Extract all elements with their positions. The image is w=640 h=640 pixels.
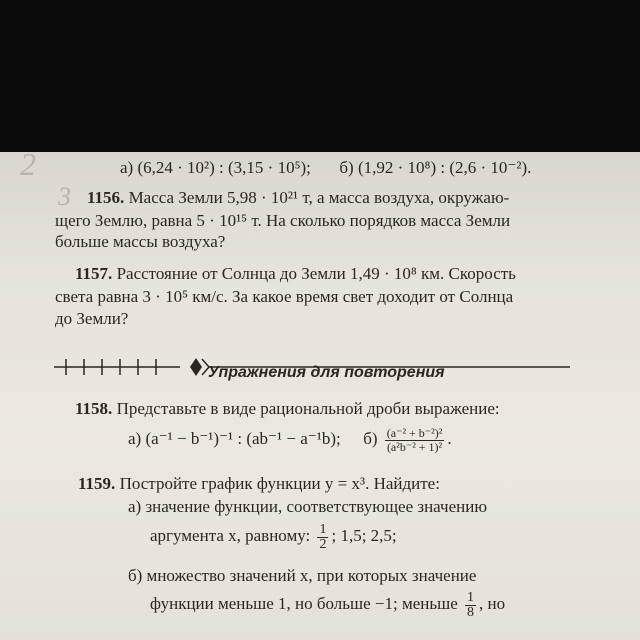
fraction-numerator: 1: [319, 521, 327, 537]
section-title: Упражнения для повторения: [208, 364, 445, 381]
task-1158-text: Представьте в виде рациональной дроби выражение:: [116, 399, 500, 418]
task-1159-part-a-cont: аргумента x, равному:: [150, 526, 311, 545]
task-1157-line3: [55, 309, 128, 329]
task-1159-part-a: а) значение функции, соответствующее значению: [128, 497, 488, 516]
fraction-one-half: [317, 523, 328, 552]
task-1158-period: .: [447, 429, 452, 448]
ghost-mark-2: 2: [20, 152, 36, 182]
task-1155-part-b: б) (1,92 · 10⁸) : (2,6 · 10⁻²).: [339, 158, 532, 177]
task-1159-line1: [78, 474, 440, 494]
task-1158-fraction: [385, 427, 445, 454]
task-1158-part-a: а) (a⁻¹ − b⁻¹)⁻¹ : (ab⁻¹ − a⁻¹b);: [128, 429, 341, 448]
task-1156-line1: [87, 188, 509, 208]
fraction-numerator: 1: [467, 589, 475, 605]
task-1159-line2: [128, 497, 487, 517]
task-1159-line3: [150, 516, 397, 556]
task-1159-number: 1159.: [78, 474, 116, 493]
task-1158-part-b-label: б): [363, 429, 378, 448]
task-1159-values: ; 1,5; 2,5;: [331, 526, 397, 545]
task-1158-line1: [75, 399, 500, 419]
task-1157-text-b: света равна 3 · 10⁵ км/с. За какое время свет доходит от Солнца: [55, 287, 514, 306]
task-1159-part-b: б) множество значений x, при которых значение: [128, 566, 477, 585]
task-1156-text-c: больше массы воздуха?: [55, 232, 226, 251]
task-1156-line3: [55, 232, 225, 252]
ghost-mark-3: 3: [58, 182, 71, 211]
task-1158-number: 1158.: [75, 399, 113, 418]
task-1159-line5: [150, 584, 505, 624]
task-1155-part-a: а) (6,24 · 10²) : (3,15 · 10⁵);: [120, 158, 311, 177]
task-1158-line2: [128, 422, 452, 456]
task-1156-line2: [55, 211, 510, 231]
fraction-denominator: (a²b⁻² + 1)²: [386, 439, 443, 454]
task-1157-text-c: до Земли?: [55, 309, 129, 328]
task-1156-text-a: Масса Земли 5,98 · 10²¹ т, а масса воздуха, окружаю-: [128, 188, 510, 207]
task-1157-line1: [75, 264, 516, 284]
task-1157-number: 1157.: [75, 264, 113, 283]
textbook-page: [0, 152, 640, 640]
task-1157-text-a: Расстояние от Солнца до Земли 1,49 · 10⁸ км. Скорость: [116, 264, 516, 283]
task-1157-line2: [55, 287, 513, 307]
task-1155-line: [120, 158, 531, 178]
task-1156-number: 1156.: [87, 188, 125, 207]
task-1159-tail: , но: [479, 594, 506, 613]
task-1159-part-b-cont: функции меньше 1, но больше −1; меньше: [150, 594, 458, 613]
fraction-one-eighth: [465, 591, 476, 620]
fraction-denominator: 2: [319, 536, 327, 552]
task-1159-line4: [128, 566, 476, 586]
fraction-denominator: 8: [467, 604, 475, 620]
fraction-numerator: (a⁻² + b⁻²)²: [386, 425, 443, 440]
task-1159-text: Постройте график функции y = x³. Найдите:: [119, 474, 440, 493]
task-1156-text-b: щего Землю, равна 5 · 10¹⁵ т. На сколько порядков масса Земли: [55, 211, 511, 230]
